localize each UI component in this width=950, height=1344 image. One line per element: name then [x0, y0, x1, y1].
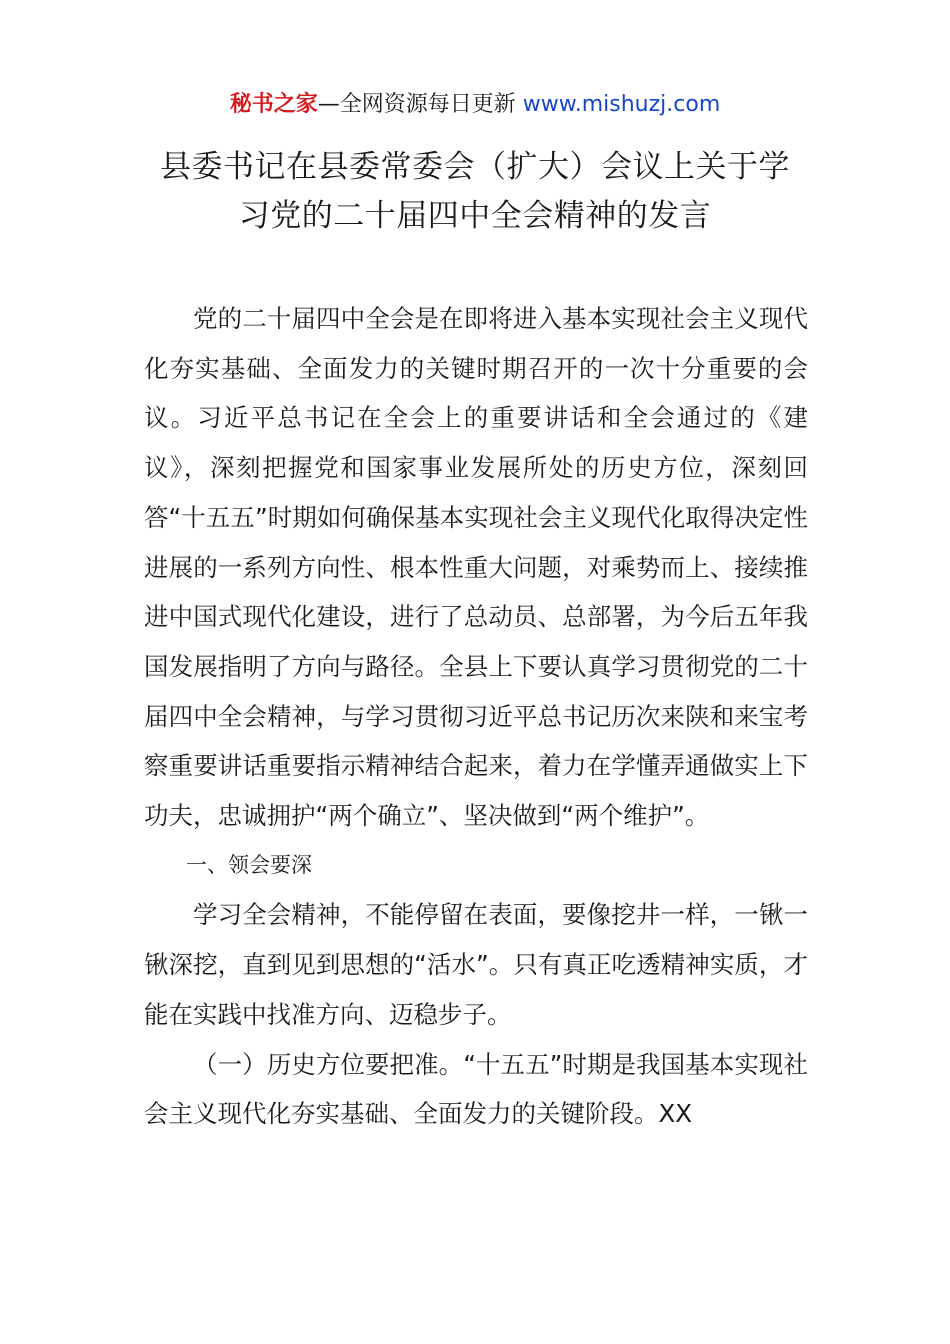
body-paragraph-1: 党的二十届四中全会是在即将进入基本实现社会主义现代化夯实基础、全面发力的关键时期召开的一次十分重要的会议。习近平总书记在全会上的重要讲话和全会通过的《建议》，深刻把握党和国家事业发展所处的历史方位，深刻回答“十五五”时期如何确保基本实现社会主义现代化取得决定性进展的一系列方向性、根本性重大问题，对乘势而上、接续推进中国式现代化建设，进行了总动员、总部署，为今后五年我国发展指明了方向与路径。全县上下要认真学习贯彻党的二十届四中全会精神，与学习贯彻习近平总书记历次来陕和来宝考察重要讲话重要指示精神结合起来，着力在学懂弄通做实上下功夫，忠诚拥护“两个确立”、坚决做到“两个维护”。 [144, 304, 808, 831]
site-tagline: —全网资源每日更新 [317, 92, 523, 117]
document-title [145, 143, 805, 241]
section-heading-1: 一、领会要深 [186, 852, 312, 877]
site-brand: 秘书之家 [229, 92, 318, 117]
site-header [0, 88, 950, 122]
title-line-2: 习党的二十届四中全会精神的发言 [238, 198, 712, 234]
title-line-1: 县委书记在县委常委会（扩大）会议上关于学 [160, 149, 790, 185]
site-url-link[interactable]: www.mishuzj.com [522, 92, 721, 117]
document-body [144, 294, 808, 1139]
body-paragraph-3: （一）历史方位要把准。“十五五”时期是我国基本实现社会主义现代化夯实基础、全面发力的关键阶段。XX [144, 1049, 808, 1129]
body-paragraph-2: 学习全会精神，不能停留在表面，要像挖井一样，一锹一锹深挖，直到见到思想的“活水”。只有真正吃透精神实质，才能在实践中找准方向、迈稳步子。 [144, 900, 808, 1029]
